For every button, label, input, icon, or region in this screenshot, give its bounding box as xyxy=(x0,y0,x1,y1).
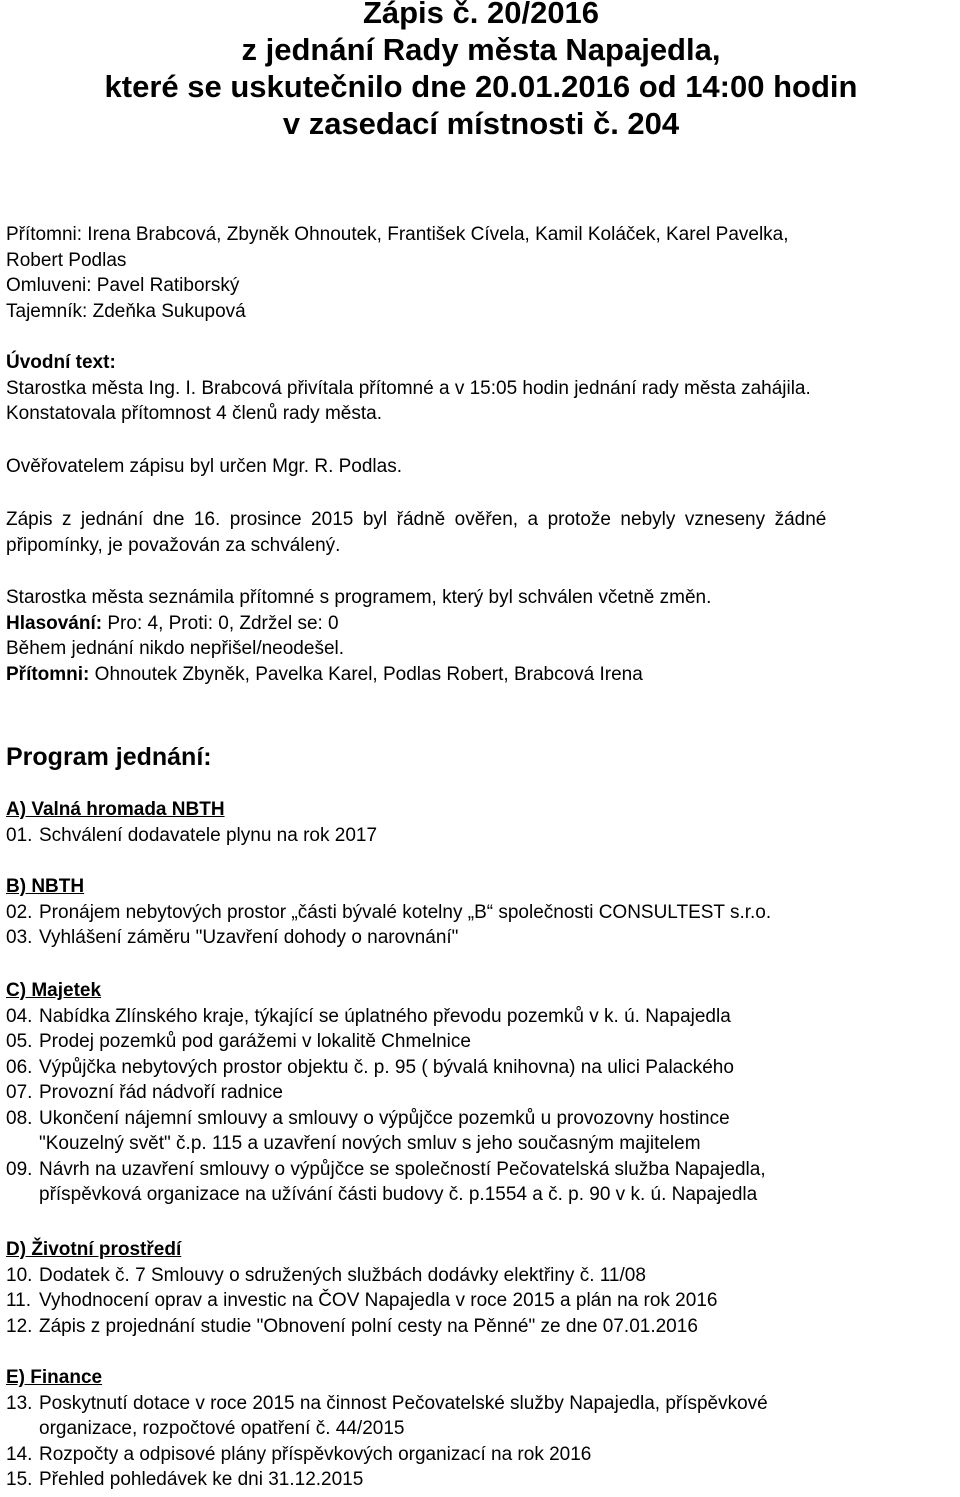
agenda-item-text: Vyhlášení záměru "Uzavření dohody o narovnání" xyxy=(39,927,459,948)
agenda-item xyxy=(6,925,956,951)
agenda-item-number: 05. xyxy=(6,1031,33,1052)
agenda-item-number: 11. xyxy=(6,1290,32,1311)
agenda-item-text: Poskytnutí dotace v roce 2015 na činnost Pečovatelské služby Napajedla, příspěvkové xyxy=(39,1392,768,1414)
section-a xyxy=(6,797,956,848)
agenda-item-number: 14. xyxy=(6,1443,33,1465)
agenda-item-text: Schválení dodavatele plynu na rok 2017 xyxy=(39,824,378,846)
agenda-item-text-cont: "Kouzelný svět" č.p. 115 a uzavření nových smluv s jeho současným majitelem xyxy=(39,1133,701,1154)
section-title: A) Valná hromada NBTH xyxy=(6,799,225,820)
agenda-item-number: 12. xyxy=(6,1315,33,1337)
agenda-item-number: 08. xyxy=(6,1107,33,1129)
section-title: E) Finance xyxy=(6,1367,103,1388)
present-value: Ohnoutek Zbyněk, Pavelka Karel, Podlas Robert, Brabcová Irena xyxy=(89,663,643,685)
intro-opening: Starostka města Ing. I. Brabcová přivítala přítomné a v 15:05 hodin jednání rady města zahájila. xyxy=(6,377,811,399)
agenda-item xyxy=(6,1106,956,1157)
present-line-cont: Robert Podlas xyxy=(6,249,127,271)
agenda-item-text-cont: organizace, rozpočtové opatření č. 44/2015 xyxy=(39,1418,405,1439)
agenda-item-number: 09. xyxy=(6,1158,33,1180)
agenda-item xyxy=(6,1314,956,1340)
agenda-item xyxy=(6,1080,956,1106)
program-heading: Program jednání: xyxy=(6,743,212,771)
excused-line: Omluveni: Pavel Ratiborský xyxy=(6,275,240,296)
agenda-item-text: Provozní řád nádvoří radnice xyxy=(39,1082,283,1103)
intro-heading: Úvodní text: xyxy=(6,352,116,373)
agenda-item-text: Návrh na uzavření smlouvy o výpůjčce se společností Pečovatelská služba Napajedla, xyxy=(39,1158,766,1180)
secretary-line: Tajemník: Zdeňka Sukupová xyxy=(6,300,246,322)
agenda-item xyxy=(6,1004,956,1030)
section-title: D) Životní prostředí xyxy=(6,1239,182,1260)
present-label: Přítomni: xyxy=(6,663,90,685)
present-line: Přítomni: Irena Brabcová, Zbyněk Ohnoutek, František Cívela, Kamil Koláček, Karel Pavelka, xyxy=(6,224,789,245)
agenda-item xyxy=(6,1442,956,1468)
agenda-item-number: 15. xyxy=(6,1469,33,1490)
section-title: B) NBTH xyxy=(6,876,85,897)
section-b xyxy=(6,874,956,951)
title-line: Zápis č. 20/2016 xyxy=(362,0,600,30)
section-e xyxy=(6,1365,956,1493)
agenda-item-number: 13. xyxy=(6,1392,33,1414)
minutes-line-cont: připomínky, je považován za schválený. xyxy=(6,534,341,556)
verifier-line: Ověřovatelem zápisu byl určen Mgr. R. Podlas. xyxy=(6,456,403,477)
document-title xyxy=(6,0,956,142)
title-line: z jednání Rady města Napajedla, xyxy=(241,32,721,67)
agenda-item xyxy=(6,1157,956,1208)
agenda-item-number: 07. xyxy=(6,1082,33,1103)
agenda-item-number: 10. xyxy=(6,1264,33,1286)
minutes-block xyxy=(6,507,956,558)
section-title: C) Majetek xyxy=(6,980,102,1001)
vote-label: Hlasování: xyxy=(6,612,103,634)
agenda-item-number: 01. xyxy=(6,824,33,846)
agenda-item-text: Rozpočty a odpisové plány příspěvkových organizací na rok 2016 xyxy=(39,1443,592,1465)
program-heading-block xyxy=(6,742,956,772)
agenda-item-text: Vyhodnocení oprav a investic na ČOV Napajedla v roce 2015 a plán na rok 2016 xyxy=(39,1290,718,1311)
agenda-item xyxy=(6,1288,956,1314)
section-d xyxy=(6,1237,956,1339)
section-c xyxy=(6,978,956,1208)
agenda-item-number: 06. xyxy=(6,1056,33,1078)
vote-value: Pro: 4, Proti: 0, Zdržel se: 0 xyxy=(102,612,339,634)
agenda-item xyxy=(6,1055,956,1081)
agenda-item-text: Zápis z projednání studie "Obnovení polní cesty na Pěnné" ze dne 07.01.2016 xyxy=(39,1315,698,1337)
agenda-item xyxy=(6,900,956,926)
present-members-line xyxy=(6,662,956,688)
verifier-block xyxy=(6,454,956,480)
intro-block xyxy=(6,350,956,427)
title-line: v zasedací místnosti č. 204 xyxy=(282,106,680,141)
agenda-item xyxy=(6,1263,956,1289)
agenda-item-text-cont: příspěvková organizace na užívání části budovy č. p.1554 a č. p. 90 v k. ú. Napajedla xyxy=(39,1184,758,1205)
agenda-item xyxy=(6,1029,956,1055)
agenda-item xyxy=(6,823,956,849)
agenda-item-text: Prodej pozemků pod garážemi v lokalitě Chmelnice xyxy=(39,1031,471,1052)
attendance-block xyxy=(6,222,956,324)
attendance-change-line: Během jednání nikdo nepřišel/neodešel. xyxy=(6,638,345,659)
intro-quorum: Konstatovala přítomnost 4 členů rady města. xyxy=(6,403,382,424)
minutes-line: Zápis z jednání dne 16. prosince 2015 byl řádně ověřen, a protože nebyly vzneseny žádné xyxy=(6,509,827,530)
agenda-item-number: 04. xyxy=(6,1005,33,1027)
agenda-item-text: Dodatek č. 7 Smlouvy o sdružených službách dodávky elektřiny č. 11/08 xyxy=(39,1264,646,1286)
title-line: které se uskutečnilo dne 20.01.2016 od 14:00 hodin xyxy=(104,69,858,104)
agenda-item xyxy=(6,1467,956,1493)
program-approved-line: Starostka města seznámila přítomné s programem, který byl schválen včetně změn. xyxy=(6,587,712,608)
agenda-item-number: 02. xyxy=(6,901,33,923)
vote-line xyxy=(6,611,956,637)
agenda-item-text: Výpůjčka nebytových prostor objektu č. p. 95 ( bývalá knihovna) na ulici Palackého xyxy=(39,1056,734,1078)
program-approval-block xyxy=(6,585,956,687)
agenda-item xyxy=(6,1391,956,1442)
agenda-item-number: 03. xyxy=(6,927,33,948)
agenda-item-text: Nabídka Zlínského kraje, týkající se úplatného převodu pozemků v k. ú. Napajedla xyxy=(39,1005,731,1027)
agenda-item-text: Ukončení nájemní smlouvy a smlouvy o výpůjčce pozemků u provozovny hostince xyxy=(39,1107,730,1129)
agenda-item-text: Pronájem nebytových prostor „části bývalé kotelny „B“ společnosti CONSULTEST s.r.o. xyxy=(39,901,772,923)
agenda-item-text: Přehled pohledávek ke dni 31.12.2015 xyxy=(39,1469,364,1490)
